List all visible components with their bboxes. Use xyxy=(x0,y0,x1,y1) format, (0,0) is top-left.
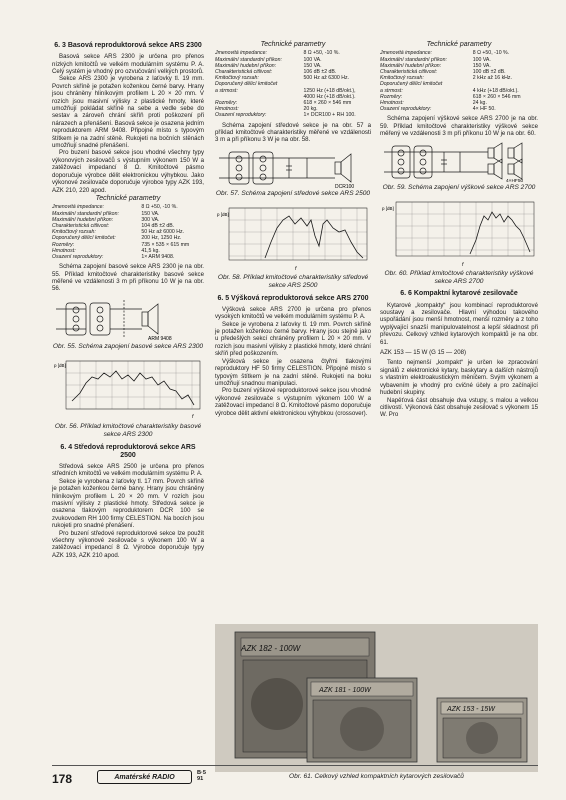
paragraph: Sekce je vyrobena z laťovky tl. 17 mm. Povrch skříně je potažen koženkou černé barvy. Hrany jsou chráněny hliníkovým profilem L 20 × 20 mm. V rozích jsou masivní výlisky z plastické hmoty. Středová sekce je osazena tlakovým reproduktorem DCR 100 se zvukovodem RH 100 firmy CELESTION. Na bocích jsou rukojeti pro snadné přenášení. xyxy=(52,477,204,530)
spec-key: Doporučený dělicí kmitočet xyxy=(380,81,443,88)
figure-60-graph xyxy=(380,196,538,268)
spec-key: Osazení reproduktory: xyxy=(215,112,267,119)
subheading-azk-153: AZK 153 — 15 W (G 15 — 208) xyxy=(380,349,467,357)
paragraph: Pro buzení basové sekce jsou vhodné všechny typy výkonových zesilovačů s výstupním výkonem 150 W a zatěžovací impedancí 8 Ω. Kmitočtové pásmo doporučuje výrobce dělit elektronickou výhybkou. Jako výkonové zesilovače doporučuje výrobce typy AZK 193, AZK 210, 220 apod. xyxy=(52,149,204,194)
heading-6-5: 6. 5 Výšková reproduktorová sekce ARS 2700 xyxy=(217,294,369,302)
spec-key: Maximální hudební příkon: xyxy=(215,62,277,69)
fig55-label: ARM 9408 xyxy=(148,335,172,341)
spec-value: 41,5 kg. xyxy=(141,247,160,254)
spec-title: Technické parametry xyxy=(95,194,161,202)
spec-value: 500 Hz až 6300 Hz. xyxy=(303,75,350,82)
spec-table xyxy=(215,50,371,118)
spec-value: 1× DCR100 + RH 100. xyxy=(303,112,356,119)
heading-6-3: 6. 3 Basová reproduktorová sekce ARS 2300 xyxy=(54,42,202,49)
y-unit-label: p [dB] xyxy=(382,206,394,212)
caption-fig-60: Obr. 60. Příklad kmitočtové charakteristiky výškové sekce ARS 2700 xyxy=(384,270,534,285)
spec-value: 1250 Hz (+18 dB/okt.), 4000 Hz (+18 dB/okt.). xyxy=(303,87,356,100)
spec-title: Technické parametry xyxy=(426,41,492,48)
figure-57-schematic xyxy=(215,148,371,188)
spec-value: 150 VA. xyxy=(141,210,160,217)
caption-fig-57: Obr. 57. Schéma zapojení středové sekce ARS 2500 xyxy=(215,189,371,197)
spec-value: 618 × 260 × 546 mm xyxy=(472,93,521,100)
paragraph: Schéma zapojení výškové sekce ARS 2700 je na obr. 59. Příklad kmitočtové charakteristiky výškové sekce měřený ve vzdálenosti 3 m při příkonu 10 W je na obr. 60. xyxy=(380,115,538,138)
spec-key: Jmenovitá impedance: xyxy=(52,204,104,211)
spec-value: 100 VA. xyxy=(303,56,322,63)
spec-row xyxy=(215,112,371,118)
spec-value: 100 dB ±2 dB. xyxy=(472,69,506,76)
paragraph: Tento nejmenší „kompakt“ je určen ke zpracování signálů z elektronické kytary, baskytary a dalších nástrojů s vlastním elektroakustickým měničem. Svým výkonem a vybavením je vhodný pro cvičné účely a pro začínající hudební skupiny. xyxy=(380,359,538,397)
spec-key: a strmost: xyxy=(380,87,403,94)
spec-key: Maximální standardní příkon: xyxy=(380,56,447,63)
spec-key: Maximální hudební příkon: xyxy=(52,216,114,223)
spec-key: Kmitočtový rozsah: xyxy=(52,229,96,236)
spec-key: Rozměry: xyxy=(215,100,238,107)
spec-key: Kmitočtový rozsah: xyxy=(380,75,424,82)
spec-value: 4 kHz (+18 dB/okt.). xyxy=(472,87,519,94)
caption-fig-55: Obr. 55. Schéma zapojení basové sekce ARS 2300 xyxy=(52,342,204,350)
spec-key: Hmotnost: xyxy=(215,106,239,113)
footer-divider xyxy=(52,765,538,766)
paragraph: Středová sekce ARS 2500 je určena pro přenos středních kmitočtů ve velkém modulárním systému P. A. xyxy=(52,462,204,478)
spec-key: Kmitočtový rozsah: xyxy=(215,75,259,82)
issue-marker: B·5 91 xyxy=(197,770,207,782)
paragraph: Sekce ARS 2300 je vyrobena z laťovky tl. 19 mm. Povrch skříně je potažen koženkou černé barvy. Hrany jsou chráněny hliníkovým profilem L 20 × 20 mm. V rozích jsou masivní výlisky z plastické hmoty, které umožňují pokládat skříně na sebe a vedle sebe do sestav a zároveň chrání skříň proti poškození při nárazech a přenášení. Basová sekce je osazena jedním reproduktorem ARM 9408. Připojné místo s typovým štítkem je na zadní stěně. Rukojeti na bočních stěnách umožňují snadné přenášení. xyxy=(52,75,204,150)
spec-key: Doporučený dělicí kmitočet xyxy=(215,81,278,88)
spec-value: 150 VA. xyxy=(472,62,491,69)
figure-55-schematic xyxy=(52,297,204,341)
caption-fig-56: Obr. 56. Příklad kmitočtové charakteristiky basové sekce ARS 2300 xyxy=(54,423,202,438)
spec-value: 8 Ω +50, -10 %. xyxy=(472,50,510,57)
fig59-label: 4×HF50 xyxy=(506,178,524,182)
paragraph: Kytarové „kompakty“ jsou kombinací reproduktorové soustavy a zesilovače. Hlavní výhodou takového uspořádání jsou menší hmotnost, menší rozměry a z toho vyplývající snazší manipulovatelnost a lepší skladnost při převozu. Celkový vzhled kytarových kompaktů je na obr. 61. xyxy=(380,301,538,346)
spec-key: Charakteristická citlivost: xyxy=(380,69,438,76)
spec-key: Maximální standardní příkon: xyxy=(215,56,282,63)
amp-label-2: AZK 181 - 100W xyxy=(319,687,371,694)
spec-value: 735 × 535 × 615 mm xyxy=(141,241,190,248)
spec-key: Jmenovitá impedance: xyxy=(380,50,432,57)
spec-table xyxy=(52,204,204,260)
spec-key: Rozměry: xyxy=(380,93,403,100)
paragraph: Sekce je vyrobena z laťovky tl. 19 mm. Povrch skříně je potažen koženkou černé barvy. Hrany jsou stejně jako u předešlých sekcí chráněny profilem L 20 × 20 mm. V rozích jsou masivní výlisky z plastické hmoty, které chrání skříň před poškozením. xyxy=(215,320,371,358)
spec-value: 50 Hz až 6000 Hz. xyxy=(141,229,185,236)
paragraph: Výšková sekce ARS 2700 je určena pro přenos vysokých kmitočtů ve velkém modulárním systému P. A. xyxy=(215,305,371,321)
paragraph: Napěťová část obsahuje dva vstupy, s malou a velkou citlivostí. Výkonová část obsahuje zesilovač s výkonem 15 W. Pro xyxy=(380,396,538,419)
paragraph: Basová sekce ARS 2300 je určena pro přenos nízkých kmitočtů ve velkém modulárním systému P. A. Celý systém je vhodný pro ozvučování velkých prostorů. xyxy=(52,53,204,76)
x-unit-label: f xyxy=(462,262,464,269)
spec-key: Osazení reproduktory: xyxy=(52,253,104,260)
spec-key: Maximální hudební příkon: xyxy=(380,62,442,69)
x-unit-label: f xyxy=(295,266,297,273)
spec-key: Hmotnost: xyxy=(52,247,76,254)
spec-key: Rozměry: xyxy=(52,241,75,248)
spec-row xyxy=(215,88,371,100)
page-footer xyxy=(52,768,252,790)
fig57-label: DCR100 xyxy=(335,183,355,188)
figure-56-graph xyxy=(52,355,204,421)
spec-key: Hmotnost: xyxy=(380,100,404,107)
paragraph: Pro buzení středové reproduktorové sekce lze použít všechny výkonové zesilovače s výkonem 100 W a zatěžovací impedancí 8 Ω. Výrobce doporučuje typy AZK 193, AZK 210 apod. xyxy=(52,529,204,559)
page-number: 178 xyxy=(52,772,73,786)
spec-key: Jmenovitá impedance: xyxy=(215,50,267,57)
column-3 xyxy=(380,40,538,419)
caption-fig-58: Obr. 58. Příklad kmitočtové charakteristiky středové sekce ARS 2500 xyxy=(217,274,369,290)
amp-label-3: AZK 153 - 15W xyxy=(447,706,495,713)
spec-table xyxy=(380,50,538,112)
figure-59-schematic xyxy=(380,142,538,182)
spec-value: 104 dB ±2 dB. xyxy=(141,222,175,229)
spec-key: Osazení reproduktory: xyxy=(380,106,432,113)
spec-value: 8 Ω +50, -10 %. xyxy=(141,204,178,211)
spec-row xyxy=(52,254,204,260)
spec-key: Charakteristická citlivost: xyxy=(215,69,273,76)
spec-value: 2 kHz až 16 kHz. xyxy=(472,75,512,82)
paragraph: Schéma zapojení středové sekce je na obr. 57 a příklad kmitočtové charakteristiky měřené ve vzdálenosti 3 m a při příkonu 3 W je na obr. 58. xyxy=(215,121,371,144)
x-unit-label: f xyxy=(192,414,194,421)
spec-key: Maximální standardní příkon: xyxy=(52,210,119,217)
spec-title: Technické parametry xyxy=(260,41,326,48)
paragraph: Pro buzení výškové reproduktorové sekce jsou vhodné výkonové zesilovače s výstupním výkonem 100 W a zatěžovací impedancí 8 Ω. Kmitočtové pásmo doporučuje výrobce dělit aktivní elektronickou výhybkou (crossover). xyxy=(215,387,371,417)
spec-value: 150 VA. xyxy=(303,62,322,69)
figure-58-graph xyxy=(215,202,371,272)
spec-key: a strmost: xyxy=(215,87,238,94)
amp-label-1: AZK 182 - 100W xyxy=(241,644,301,653)
column-1 xyxy=(52,40,204,559)
spec-value: 4× HF 50. xyxy=(472,106,496,113)
heading-6-4: 6. 4 Středová reproduktorová sekce ARS 2500 xyxy=(60,443,196,459)
spec-value: 1× ARM 9408. xyxy=(141,253,175,260)
paragraph: Schéma zapojení basové sekce ARS 2300 je na obr. 55. Příklad kmitočtové charakteristiky basové sekce měřené ve vzdálenosti 3 m při příkonu 10 W je na obr. 56. xyxy=(52,263,204,293)
spec-value: 106 dB ±2 dB. xyxy=(303,69,337,76)
spec-value: 618 × 260 × 546 mm xyxy=(303,100,352,107)
y-unit-label: p [dB] xyxy=(217,212,229,218)
spec-value: 100 VA. xyxy=(472,56,491,63)
spec-value: 20 kg. xyxy=(303,106,318,113)
y-unit-label: p [dB] xyxy=(54,363,66,369)
spec-value: 8 Ω +50, -10 %. xyxy=(303,50,340,57)
spec-value: 24 kg. xyxy=(472,100,487,107)
spec-row xyxy=(380,106,538,112)
paragraph: Výšková sekce je osazena čtyřmi tlakovými reproduktory HF 50 firmy CELESTION. Připojné místo s typovým štítkem je na zadní stěně. Rukojeti na boku umožňují snadnou manipulaci. xyxy=(215,357,371,387)
heading-6-6: 6. 6 Kompaktní kytarové zesilovače xyxy=(400,290,518,298)
magazine-logo: Amatérské RADIO xyxy=(97,770,192,784)
column-2 xyxy=(215,40,371,417)
caption-fig-59: Obr. 59. Schéma zapojení výškové sekce ARS 2700 xyxy=(382,183,536,191)
caption-fig-61: Obr. 61. Celkový vzhled kompaktních kytarových zesilovačů xyxy=(289,773,464,780)
spec-key: Charakteristická citlivost: xyxy=(52,222,110,229)
spec-value: 300 VA. xyxy=(141,216,160,223)
spec-value: 200 Hz, 1250 Hz. xyxy=(141,235,182,242)
spec-key: Doporučený dělicí kmitočet: xyxy=(52,235,116,242)
